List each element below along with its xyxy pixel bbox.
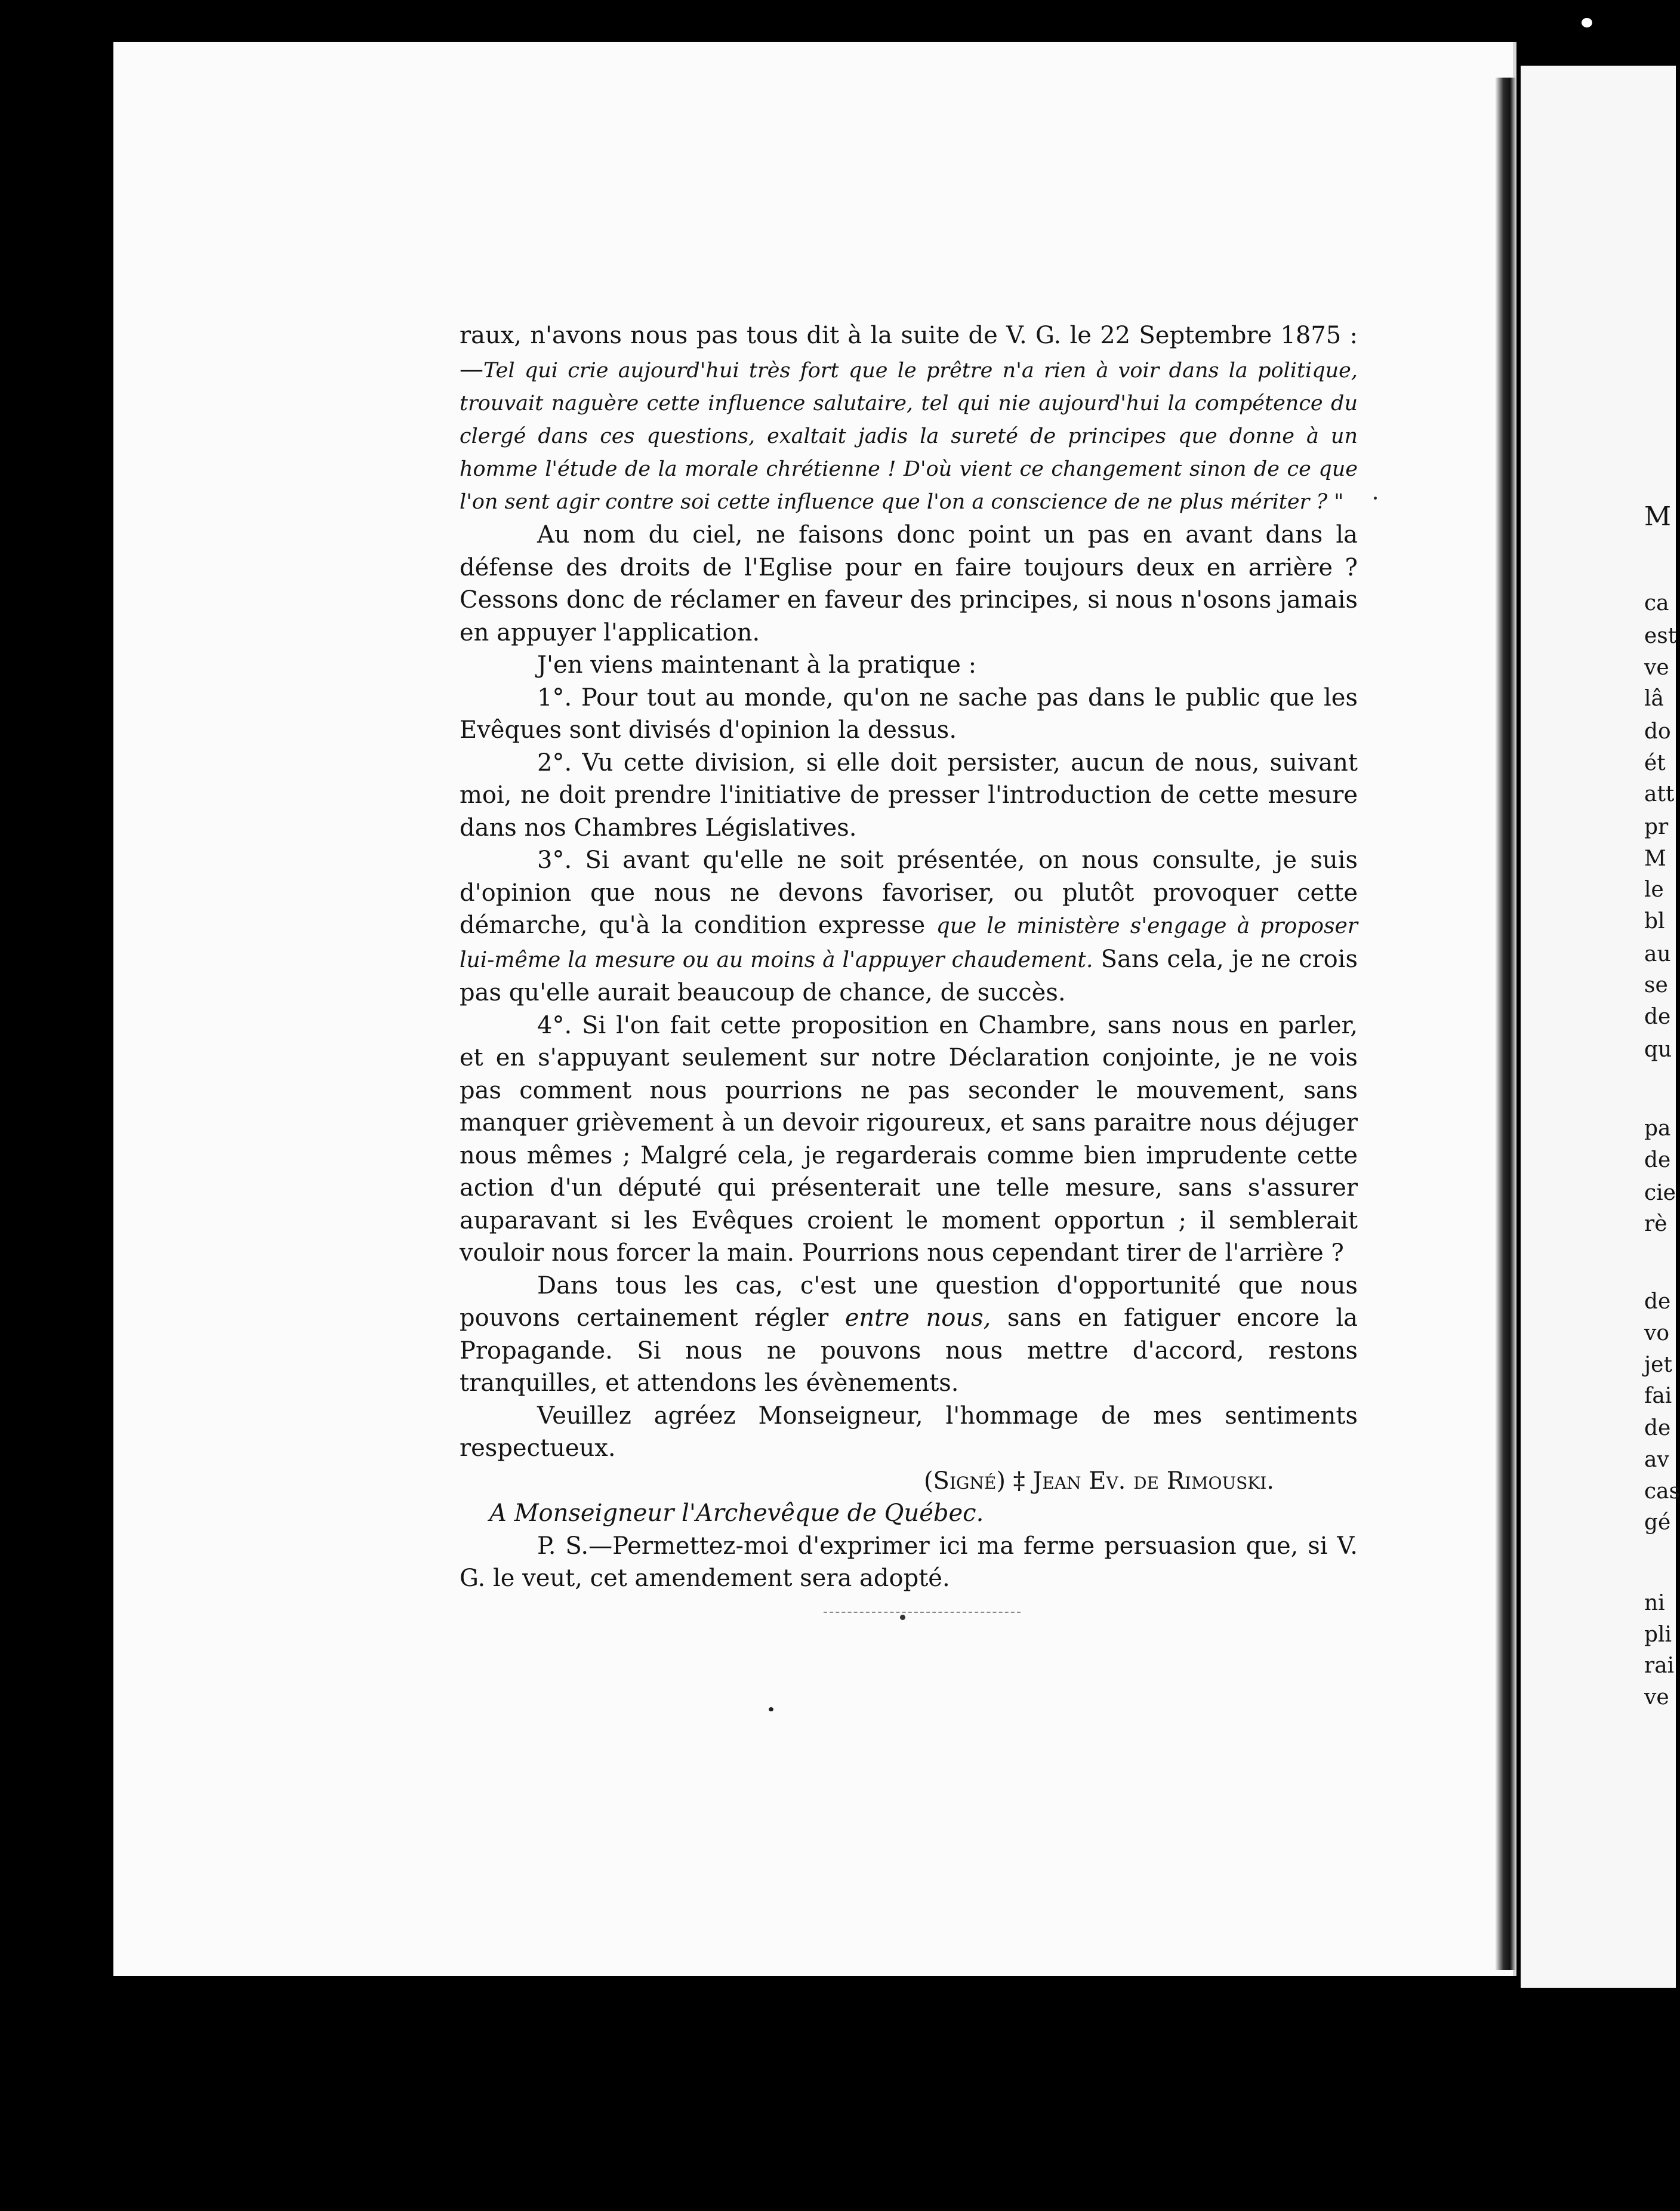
point-3-italic: que le ministère s'engage à proposer lui-même la mesure ou au moins à l'appuyer chaudement. (460, 914, 1358, 972)
adjacent-fragment: vo (1644, 1321, 1670, 1345)
adjacent-fragment: ni (1644, 1591, 1665, 1615)
adjacent-fragment: gé (1644, 1510, 1671, 1535)
adjacent-fragment: de (1644, 1148, 1671, 1172)
adjacent-fragment: ca (1644, 591, 1669, 615)
adjacent-fragment: rai (1644, 1653, 1675, 1678)
adjacent-fragment: de (1644, 1289, 1671, 1314)
end-divider (824, 1612, 1021, 1614)
point-3-start: 3°. Si avant qu'elle ne soit présentée, on nous consulte, je suis d'opinion que nous ne devons favoriser, ou plutôt provoquer cette démarche, qu'à la condition expresse (460, 846, 1358, 939)
adjacent-fragment: ét (1644, 751, 1666, 775)
adjacent-fragment: le (1644, 877, 1664, 902)
divider-dot (900, 1615, 905, 1620)
adjacent-fragment: de (1644, 1416, 1671, 1440)
signature: (Signé) ‡ Jean Ev. de Rimouski. (923, 1467, 1274, 1495)
adjacent-fragment: pli (1644, 1622, 1672, 1647)
adjacent-fragment: de (1644, 1005, 1671, 1029)
point-3-end: Sans cela, je ne crois pas qu'elle aurait beaucoup de chance, de succès. (460, 945, 1358, 1006)
letter-text (460, 319, 1358, 1595)
adjacent-fragment: bl (1644, 909, 1665, 934)
postscript: P. S.—Permettez-moi d'exprimer ici ma ferme persuasion que, si V. G. le veut, cet amendement sera adopté. (460, 1532, 1358, 1592)
ink-speck (769, 1707, 773, 1711)
paragraph-3-start: Dans tous les cas, c'est une question d'opportunité que nous pouvons certainement régler (460, 1271, 1358, 1332)
adjacent-fragment: cie (1644, 1181, 1676, 1205)
adjacent-fragment: qu (1644, 1037, 1672, 1062)
paragraph-2: J'en viens maintenant à la pratique : (537, 651, 977, 679)
adjacent-fragment: cas (1644, 1479, 1680, 1504)
adjacent-fragment: do (1644, 719, 1671, 744)
paragraph-3-italic: entre nous, (844, 1304, 991, 1332)
adjacent-fragment: pa (1644, 1116, 1671, 1141)
point-3 (460, 844, 1358, 1009)
paragraph-1: Au nom du ciel, ne faisons donc point un pas en avant dans la défense des droits de l'Eglise pour en faire toujours deux en arrière ? Cessons donc de réclamer en faveur des principes, si nous n'osons jamais en appuyer l'application. (460, 521, 1358, 646)
adjacent-fragment: au (1644, 942, 1671, 966)
adjacent-fragment: rè (1644, 1212, 1667, 1236)
adjacent-fragment: ve (1644, 1685, 1669, 1710)
adjacent-fragment: av (1644, 1448, 1669, 1472)
adjacent-fragment: M (1644, 846, 1666, 871)
adjacent-fragment: se (1644, 973, 1668, 997)
paragraph-3-end: sans en fatiguer encore la Propagande. Si nous ne pouvons nous mettre d'accord, restons tranquilles, et attendons les évènements. (460, 1304, 1358, 1397)
book-binding (1495, 78, 1516, 1970)
point-1: 1°. Pour tout au monde, qu'on ne sache pas dans le public que les Evêques sont divisés d'opinion la dessus. (460, 683, 1358, 744)
adjacent-fragment: lâ (1644, 686, 1664, 711)
point-4: 4°. Si l'on fait cette proposition en Chambre, sans nous en parler, et en s'appuyant seulement sur notre Déclaration conjointe, je ne vois pas comment nous pourrions ne pas seconder le mouvement, sans manquer grièvement à un devoir rigoureux, et sans paraitre nous déjuger nous mêmes ; Malgré cela, je regarderais comme bien imprudente cette action d'un député qui présenterait une telle mesure, sans s'assurer auparavant si les Evêques croient le moment opportun ; il semblerait vouloir nous forcer la main. Pourrions nous cependant tirer de l'arrière ? (460, 1011, 1358, 1267)
quote-intro: raux, n'avons nous pas tous dit à la suite de V. G. le 22 Septembre 1875 :— (460, 322, 1358, 383)
adjacent-fragment: est (1644, 624, 1677, 648)
address: A Monseigneur l'Archevêque de Québec. (489, 1499, 984, 1527)
point-2: 2°. Vu cette division, si elle doit persister, aucun de nous, suivant moi, ne doit prendre l'initiative de presser l'introduction de cette mesure dans nos Chambres Législatives. (460, 749, 1358, 842)
adjacent-fragment: ve (1644, 655, 1669, 680)
adjacent-fragment: fai (1644, 1384, 1672, 1408)
adjacent-fragment: M (1644, 501, 1672, 532)
adjacent-fragment: jet (1644, 1353, 1672, 1377)
adjacent-fragment: att (1644, 782, 1675, 806)
closing: Veuillez agréez Monseigneur, l'hommage de mes sentiments respectueux. (460, 1402, 1358, 1462)
scan-speck (1582, 18, 1592, 27)
quote-text: Tel qui crie aujourd'hui très fort que le prêtre n'a rien à voir dans la politique, trouvait naguère cette influence salutaire, tel qui nie aujourd'hui la compétence du clergé dans ces questions, exaltait jadis la sureté de principes que donne à un homme l'étude de la morale chrétienne ! D'où vient ce changement sinon de ce que l'on sent agir contre soi cette influence que l'on a conscience de ne plus mériter ? " (460, 359, 1358, 514)
adjacent-fragment: pr (1644, 815, 1669, 839)
quote-block (460, 319, 1358, 519)
ink-speck (1374, 497, 1377, 500)
paragraph-3 (460, 1270, 1358, 1400)
